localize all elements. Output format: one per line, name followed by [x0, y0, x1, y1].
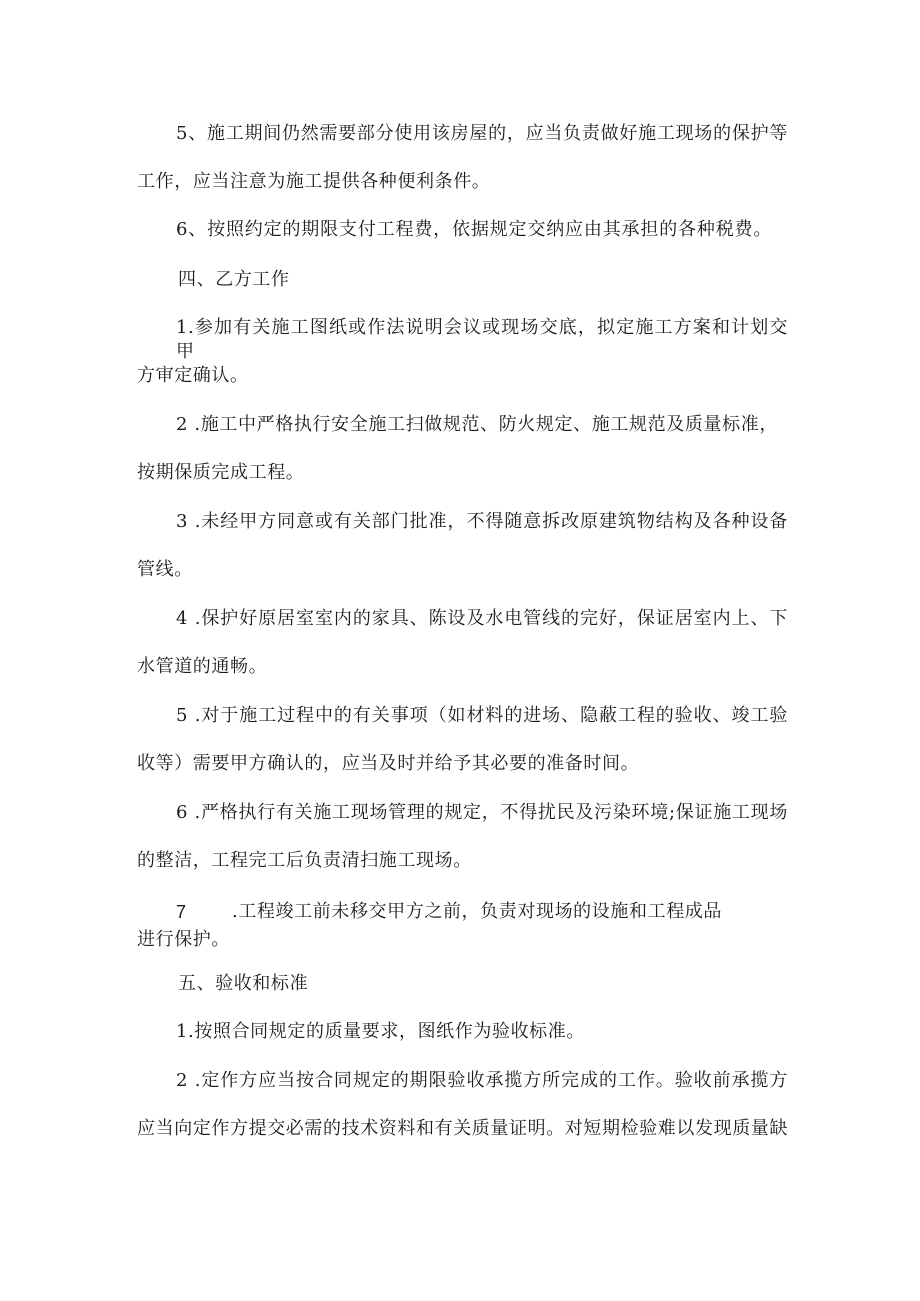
section-heading-five: 五、验收和标准	[178, 973, 309, 994]
paragraph-c1-line-1: 1.按照合同规定的质量要求，图纸作为验收标准。	[176, 1021, 585, 1042]
paragraph-b5-line-2: 收等）需要甲方确认的，应当及时并给予其必要的准备时间。	[137, 753, 640, 774]
paragraph-b6-line-2: 的整洁，工程完工后负责清扫施工现场。	[137, 850, 472, 871]
paragraph-b2-line-2: 按期保质完成工程。	[137, 462, 305, 483]
paragraph-b3-line-2: 管线。	[137, 559, 193, 580]
section-heading-four: 四、乙方工作	[178, 269, 290, 290]
paragraph-b2-line-1: 2 .施工中严格执行安全施工扫做规范、防火规定、施工规范及质量标准，	[176, 414, 778, 435]
paragraph-a6-line-1: 6、按照约定的期限支付工程费，依据规定交纳应由其承担的各种税费。	[176, 219, 772, 240]
paragraph-c2-line-1: 2 .定作方应当按合同规定的期限验收承揽方所完成的工作。验收前承揽方	[176, 1070, 788, 1091]
paragraph-c2-line-2: 应当向定作方提交必需的技术资料和有关质量证明。对短期检验难以发现质量缺	[137, 1118, 788, 1139]
paragraph-a5-line-2: 工作，应当注意为施工提供各种便利条件。	[137, 171, 491, 192]
paragraph-b7-number: 7	[176, 902, 187, 922]
paragraph-b7-line-2: 进行保护。	[137, 929, 230, 950]
paragraph-b4-line-2: 水管道的通畅。	[137, 656, 268, 677]
paragraph-b1-line-1: 1.参加有关施工图纸或作法说明会议或现场交底，拟定施工方案和计划交甲	[176, 317, 788, 362]
paragraph-b4-line-1: 4 .保护好原居室室内的家具、陈设及水电管线的完好，保证居室内上、下	[176, 608, 788, 629]
paragraph-b3-line-1: 3 .未经甲方同意或有关部门批准，不得随意拆改原建筑物结构及各种设备	[176, 511, 788, 532]
paragraph-b6-line-1: 6 .严格执行有关施工现场管理的规定，不得扰民及污染环境;保证施工现场	[176, 802, 788, 823]
paragraph-b7-line-1: .工程竣工前未移交甲方之前，负责对现场的设施和工程成品	[232, 901, 722, 922]
paragraph-a5-line-1: 5、施工期间仍然需要部分使用该房屋的，应当负责做好施工现场的保护等	[176, 123, 788, 144]
paragraph-b1-line-2: 方审定确认。	[137, 365, 249, 386]
paragraph-b5-line-1: 5 .对于施工过程中的有关事项（如材料的进场、隐蔽工程的验收、竣工验	[176, 705, 788, 726]
